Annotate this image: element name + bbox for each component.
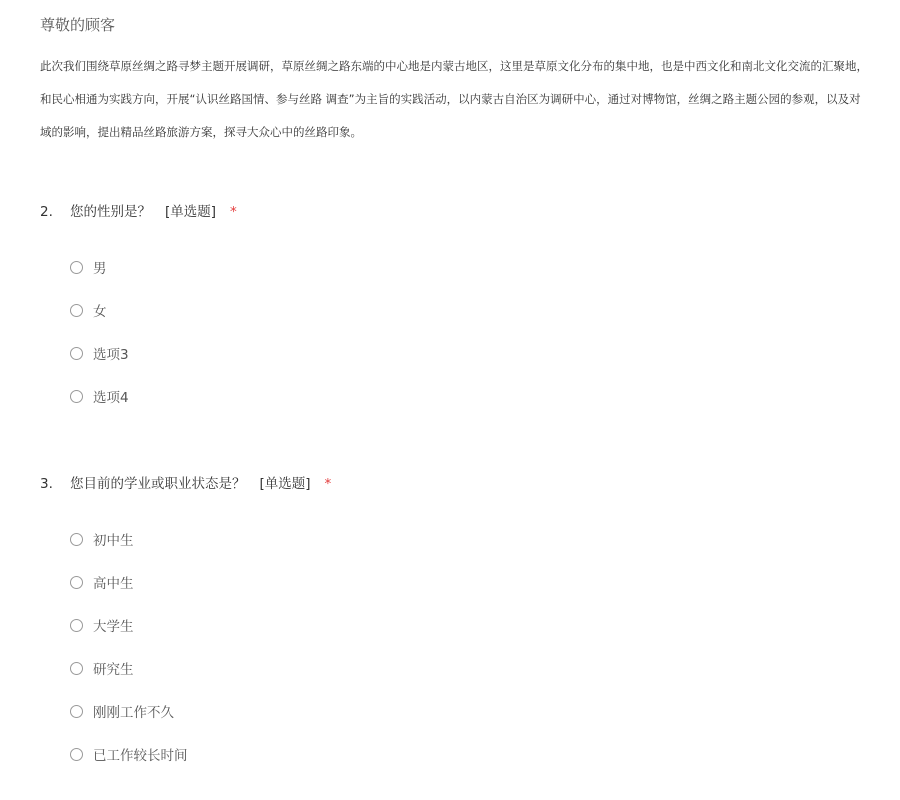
radio-button[interactable] (70, 662, 83, 675)
intro-paragraph (40, 50, 900, 149)
option-list (70, 258, 870, 430)
option-junior-high[interactable] (70, 530, 870, 573)
radio-button[interactable] (70, 261, 83, 274)
greeting-heading: 尊敬的顾客 (40, 16, 116, 34)
option-experienced-worker[interactable] (70, 745, 870, 788)
intro-line: 域的影响，提出精品丝路旅游方案，探寻大众心中的丝路印象。 (40, 125, 362, 139)
radio-button[interactable] (70, 347, 83, 360)
option-graduate[interactable] (70, 659, 870, 702)
question-type-label: [单选题] (259, 476, 311, 492)
question-text: 您的性别是？ (70, 204, 151, 220)
option-male[interactable] (70, 258, 870, 301)
question-title (40, 200, 900, 224)
question-text-wrap (70, 472, 331, 496)
option-label: 高中生 (93, 576, 134, 592)
option-3[interactable] (70, 344, 870, 387)
option-new-worker[interactable] (70, 702, 870, 745)
option-label: 男 (93, 261, 107, 277)
option-label: 选项4 (93, 390, 129, 406)
radio-button[interactable] (70, 748, 83, 761)
radio-button[interactable] (70, 390, 83, 403)
question-gender (40, 200, 900, 406)
option-label: 已工作较长时间 (93, 748, 188, 764)
question-type-label: [单选题] (165, 204, 217, 220)
option-list (70, 530, 870, 788)
intro-line: 和民心相通为实践方向，开展“认识丝路国情、参与丝路 调查”为主旨的实践活动，以内蒙古自治区为调研中心，通过对博物馆，丝绸之路主题公园的参观，以及对 (40, 92, 861, 106)
question-status (40, 472, 900, 764)
required-mark: * (324, 476, 332, 492)
option-label: 选项3 (93, 347, 129, 363)
required-mark: * (230, 204, 237, 220)
option-senior-high[interactable] (70, 573, 870, 616)
radio-button[interactable] (70, 619, 83, 632)
option-label: 女 (93, 304, 107, 320)
radio-button[interactable] (70, 705, 83, 718)
option-label: 大学生 (93, 619, 134, 635)
question-title (40, 472, 900, 496)
option-label: 刚刚工作不久 (93, 705, 174, 721)
option-4[interactable] (70, 387, 870, 430)
radio-button[interactable] (70, 304, 83, 317)
intro-line: 此次我们围绕草原丝绸之路寻梦主题开展调研，草原丝绸之路东端的中心地是内蒙古地区，这里是草原文化分布的集中地，也是中西文化和南北文化交流的汇聚地， (40, 59, 868, 73)
radio-button[interactable] (70, 533, 83, 546)
option-university[interactable] (70, 616, 870, 659)
option-label: 初中生 (93, 533, 134, 549)
radio-button[interactable] (70, 576, 83, 589)
option-female[interactable] (70, 301, 870, 344)
question-text-wrap (70, 200, 237, 224)
question-number: 2. (40, 204, 53, 220)
option-label: 研究生 (93, 662, 134, 678)
question-number: 3. (40, 476, 53, 492)
question-text: 您目前的学业或职业状态是？ (70, 476, 246, 492)
